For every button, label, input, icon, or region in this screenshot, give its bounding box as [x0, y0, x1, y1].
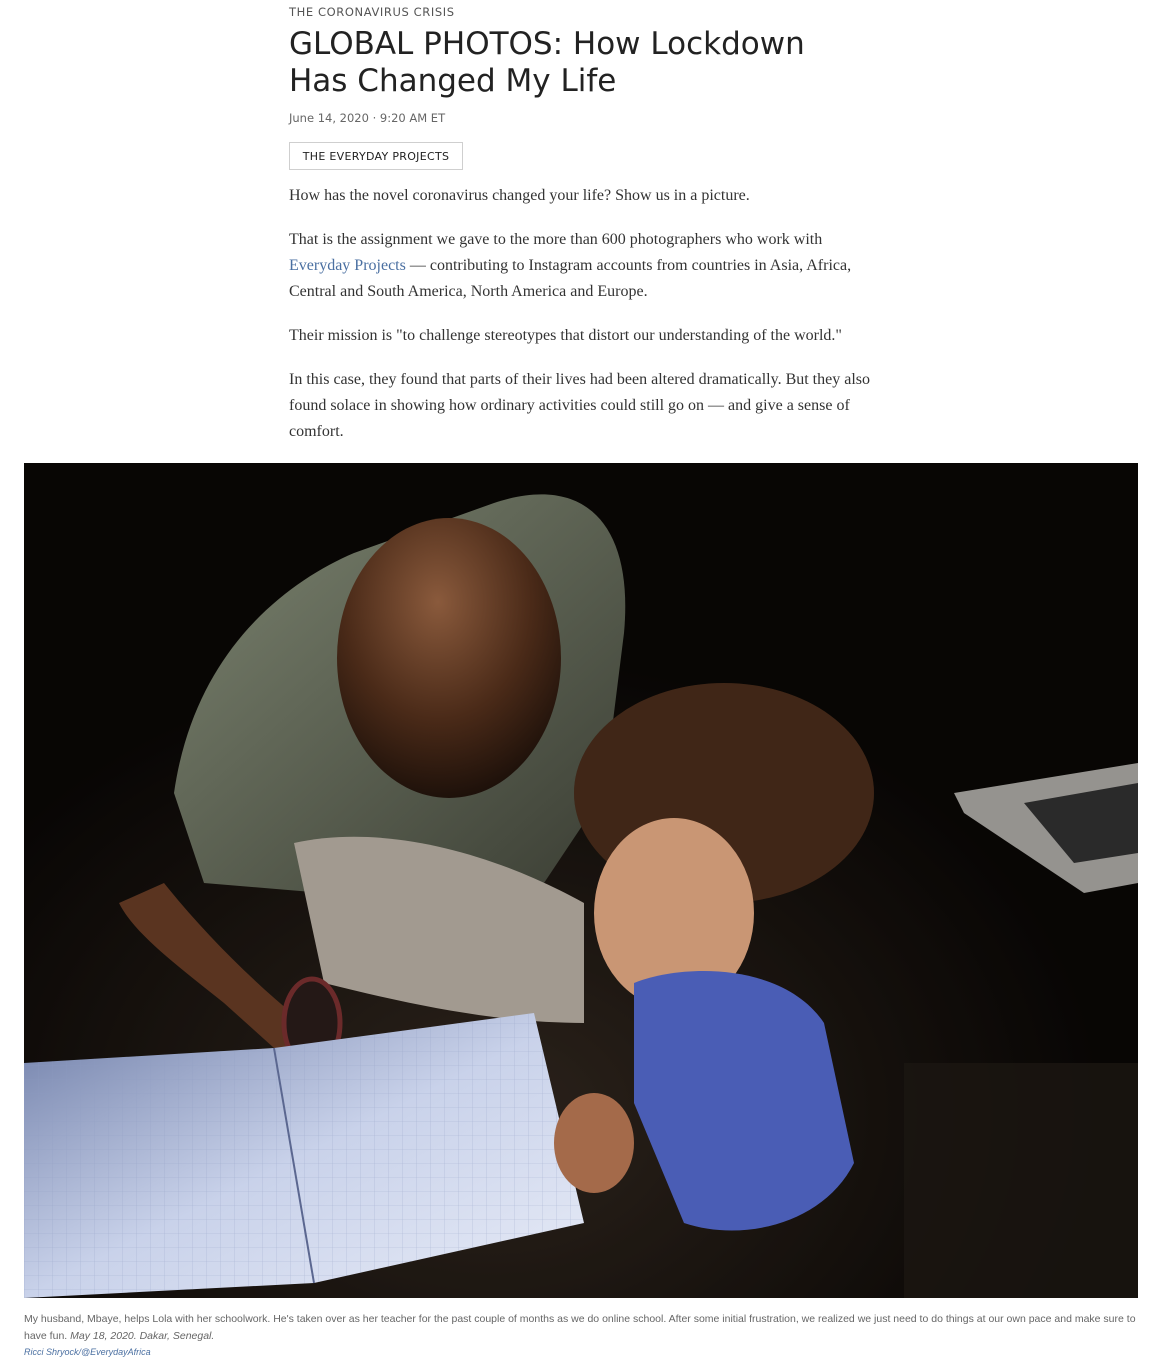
body-paragraph-1: How has the novel coronavirus changed your life? Show us in a picture.: [289, 187, 750, 204]
article-body: [289, 183, 879, 463]
headline-line-2: Has Changed My Life: [289, 63, 617, 99]
body-paragraph-3: Their mission is "to challenge stereotypes that distort our understanding of the world.": [289, 327, 842, 344]
article-photo[interactable]: [24, 463, 1138, 1298]
photo-caption: [24, 1311, 1138, 1345]
photo-credit-link[interactable]: Ricci Shryock/@EverydayAfrica: [24, 1347, 151, 1357]
everyday-projects-link[interactable]: Everyday Projects: [289, 257, 406, 274]
body-paragraph-2: [289, 227, 879, 305]
headline-line-1: GLOBAL PHOTOS: How Lockdown: [289, 26, 805, 62]
article-headline: [289, 26, 889, 100]
photo-illustration: [24, 463, 1138, 1298]
caption-text: My husband, Mbaye, helps Lola with her schoolwork. He's taken over as her teacher for the past couple of months as we do online school. After some initial frustration, we realized we just need to do things at our own pace and make sure to have fun.: [24, 1313, 1136, 1342]
section-kicker-link[interactable]: THE CORONAVIRUS CRISIS: [289, 5, 455, 19]
body-paragraph-4: In this case, they found that parts of their lives had been altered dramatically. But they also found solace in showing how ordinary activities could still go on — and give a sense of comfort.: [289, 371, 870, 440]
paragraph-2-text-end: — contributing to Instagram accounts from countries in Asia, Africa, Central and South America, North America and Europe.: [289, 257, 852, 300]
paragraph-2-text-start: That is the assignment we gave to the more than 600 photographers who work with: [289, 231, 823, 248]
article-dateline: June 14, 2020 · 9:20 AM ET: [289, 111, 446, 125]
caption-date-location: May 18, 2020. Dakar, Senegal.: [70, 1330, 215, 1342]
series-tag-button[interactable]: THE EVERYDAY PROJECTS: [289, 142, 463, 170]
